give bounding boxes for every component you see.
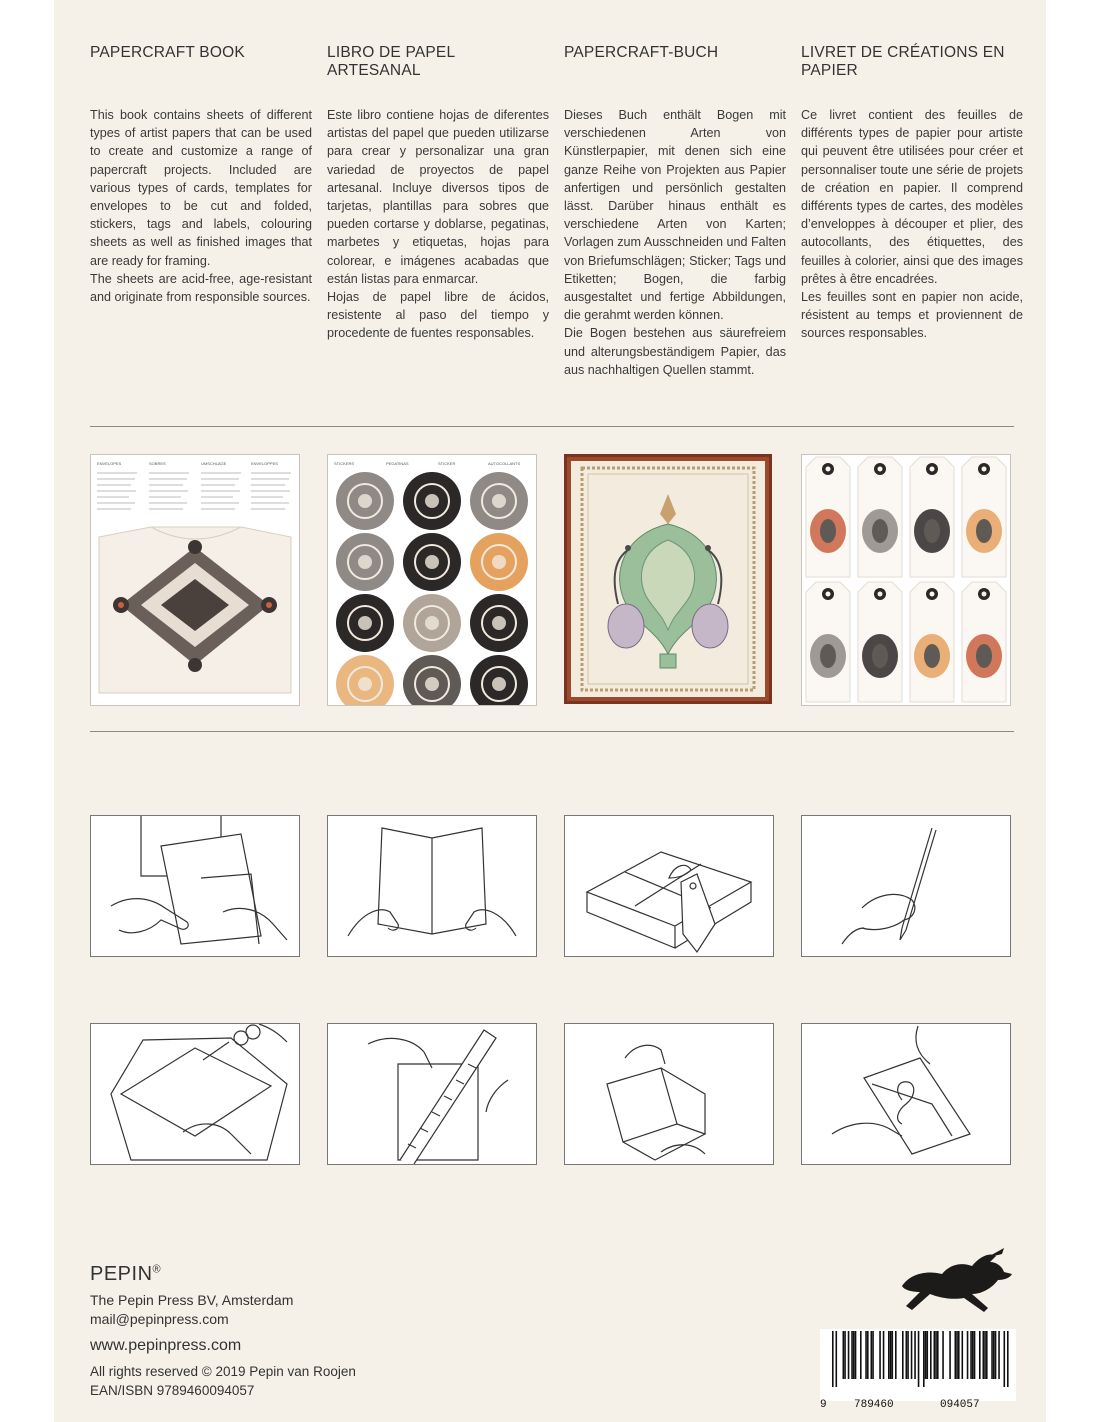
sticker-circle bbox=[336, 655, 394, 705]
sticker-circle bbox=[336, 594, 394, 652]
column-paragraph: Dieses Buch enthält Bogen mit verschiedenen Arten von Künstlerpapier, mit denen sich eine ganze Reihe von Projekten aus Papier anfertigen und persönlich gestalten lässt. Darüber hinaus enthält es verschiedene Arten von Karten; Vorlagen zum Ausschneiden und Falten von Briefumschlägen; Sticker; Tags und Etiketten; Bogen, die farbig ausgestaltet und fertige Abbildungen, die gerahmt werden können. bbox=[564, 108, 786, 323]
publisher-email[interactable]: mail@pepinpress.com bbox=[90, 1311, 229, 1327]
brand-name: PEPIN bbox=[90, 1263, 153, 1285]
sticker-circle bbox=[470, 472, 528, 530]
barcode-bar bbox=[942, 1331, 944, 1379]
column-paragraph: Hojas de papel libre de ácidos, resistente al paso del tiempo y procedente de fuentes responsables. bbox=[327, 290, 549, 341]
sticker-circle bbox=[403, 655, 461, 705]
gift-tag bbox=[910, 457, 954, 577]
hare-icon bbox=[892, 1248, 1018, 1318]
barcode-bar bbox=[967, 1331, 969, 1379]
column-english bbox=[90, 44, 312, 306]
column-paragraph: Este libro contiene hojas de diferentes artistas del papel que pueden utilizarse para crear y personalizar una gran variedad de proyectos de papel artesanal. Incluye diversos tipos de tarjetas, plantillas para sobres que pueden cortarse y doblarse, pegatinas, marbetes y etiquetas, hojas para colorear, e imágenes acabadas que están listas para enmarcar. bbox=[327, 108, 549, 286]
barcode-bar bbox=[914, 1331, 916, 1379]
sticker-circle bbox=[470, 594, 528, 652]
column-title: LIVRET DE CRÉATIONS EN PAPIER bbox=[801, 44, 1005, 79]
barcode-bar bbox=[844, 1331, 846, 1379]
barcode-bar bbox=[848, 1331, 850, 1379]
column-title: PAPERCRAFT-BUCH bbox=[564, 44, 719, 61]
sketch-folding-card bbox=[327, 815, 537, 957]
barcode-bar bbox=[879, 1331, 881, 1379]
barcode-bar bbox=[934, 1331, 936, 1379]
barcode-bar bbox=[983, 1331, 985, 1379]
barcode-digit-group: 789460 bbox=[854, 1399, 894, 1411]
publisher-company: The Pepin Press BV, Amsterdam bbox=[90, 1292, 294, 1308]
sketch-cutting-sheet bbox=[90, 815, 300, 957]
framed-peacock-print-thumbnail bbox=[564, 454, 772, 704]
sheet-heading: UMSCHLÄGE bbox=[201, 461, 227, 466]
sticker-circle bbox=[470, 533, 528, 591]
sheet-heading: AUTOCOLLANTS bbox=[488, 461, 521, 466]
barcode-bar bbox=[865, 1331, 867, 1379]
barcode-bar bbox=[935, 1331, 937, 1379]
barcode-bar bbox=[949, 1331, 951, 1379]
barcode-bar bbox=[853, 1331, 855, 1379]
column-paragraph: Die Bogen bestehen aus säurefreiem und alterungsbeständigem Papier, das aus nachhaltigen Quellen stammt. bbox=[564, 326, 786, 377]
barcode-bar bbox=[962, 1331, 964, 1379]
barcode-bar bbox=[979, 1331, 981, 1379]
barcode-bar bbox=[998, 1331, 1000, 1379]
barcode-bar bbox=[974, 1331, 976, 1379]
sticker-circle bbox=[470, 655, 528, 705]
barcode-bar bbox=[892, 1331, 894, 1379]
barcode-bar bbox=[860, 1331, 862, 1379]
barcode-bar bbox=[895, 1331, 897, 1379]
sketch-folding-envelope bbox=[564, 1023, 774, 1165]
sticker-sheet-thumbnail bbox=[327, 454, 537, 706]
barcode-bar bbox=[986, 1331, 988, 1379]
column-paragraph: Les feuilles sont en papier non acide, résistent au temps et proviennent de sources responsables. bbox=[801, 290, 1023, 341]
barcode-bar bbox=[911, 1331, 913, 1379]
barcode-bar bbox=[832, 1331, 834, 1387]
barcode-bar bbox=[970, 1331, 972, 1379]
column-title: PAPERCRAFT BOOK bbox=[90, 44, 245, 61]
barcode-bar bbox=[918, 1331, 920, 1387]
sheet-heading: STICKER bbox=[438, 461, 456, 466]
sheet-heading: ENVELOPES bbox=[97, 461, 122, 466]
sketch-sealing-envelope bbox=[801, 1023, 1011, 1165]
barcode-bar bbox=[923, 1331, 925, 1387]
barcode-bar bbox=[991, 1331, 993, 1379]
sheet-heading: SOBRES bbox=[149, 461, 166, 466]
back-cover bbox=[54, 0, 1046, 1422]
column-german bbox=[564, 44, 786, 379]
publisher-brand bbox=[90, 1263, 161, 1286]
barcode bbox=[820, 1329, 1016, 1411]
barcode-bar bbox=[906, 1331, 908, 1379]
column-spanish bbox=[327, 44, 549, 343]
barcode-bar bbox=[843, 1331, 845, 1379]
barcode-bar bbox=[902, 1331, 904, 1379]
barcode-bar bbox=[958, 1331, 960, 1379]
column-french bbox=[801, 44, 1023, 343]
column-paragraph: The sheets are acid-free, age-resistant and originate from responsible sources. bbox=[90, 271, 312, 305]
gift-tag bbox=[858, 457, 902, 577]
barcode-bar bbox=[995, 1331, 997, 1379]
barcode-bar bbox=[930, 1331, 932, 1379]
barcode-bar bbox=[956, 1331, 958, 1379]
divider bbox=[90, 731, 1014, 732]
barcode-bar bbox=[872, 1331, 874, 1379]
sketch-scoring-with-ruler bbox=[327, 1023, 537, 1165]
sticker-circle bbox=[336, 472, 394, 530]
barcode-bar bbox=[855, 1331, 857, 1379]
barcode-bar bbox=[888, 1331, 890, 1379]
sticker-circle bbox=[336, 533, 394, 591]
registered-mark: ® bbox=[152, 1263, 162, 1276]
column-paragraph: Ce livret contient des feuilles de différents types de papier pour artiste qui peuvent être utilisées pour créer et personnaliser toute une série de projets de création en papier. Il comprend différents types de cartes, des modèles d’enveloppes à découper et plier, des autocollants, des étiquettes, des feuilles à colorier, ainsi que des images prêtes à être encadrées. bbox=[801, 108, 1023, 286]
envelope-template-thumbnail bbox=[90, 454, 300, 706]
sticker-circle bbox=[403, 533, 461, 591]
gift-tag bbox=[910, 582, 954, 702]
barcode-bar bbox=[867, 1331, 869, 1379]
copyright-notice: All rights reserved © 2019 Pepin van Roojen bbox=[90, 1364, 356, 1379]
barcode-bar bbox=[927, 1331, 929, 1379]
sheet-heading: ENVELOPPES bbox=[251, 461, 278, 466]
sketch-colouring-with-pencil bbox=[801, 815, 1011, 957]
barcode-bar bbox=[925, 1331, 927, 1379]
barcode-bar bbox=[993, 1331, 995, 1379]
gift-tags-thumbnail bbox=[801, 454, 1011, 706]
barcode-bar bbox=[1007, 1331, 1009, 1387]
barcode-bar bbox=[937, 1331, 939, 1379]
gift-tag bbox=[806, 457, 850, 577]
column-paragraph: This book contains sheets of different types of artist papers that can be used to create and customize a range of papercraft projects. Included are various types of cards, templates for envelopes to be cut and folded, stickers, tags and labels, colouring sheets as well as finished images that are ready for framing. bbox=[90, 108, 312, 268]
column-title: LIBRO DE PAPEL ARTESANAL bbox=[327, 44, 455, 79]
barcode-digit-group: 9 bbox=[820, 1399, 827, 1411]
gift-tag bbox=[806, 582, 850, 702]
sticker-circle bbox=[403, 472, 461, 530]
barcode-bar bbox=[984, 1331, 986, 1379]
barcode-bar bbox=[851, 1331, 853, 1379]
barcode-bar bbox=[836, 1331, 838, 1387]
barcode-bar bbox=[1004, 1331, 1006, 1387]
sketch-cutting-envelope bbox=[90, 1023, 300, 1165]
sketch-gift-box-with-tag bbox=[564, 815, 774, 957]
gift-tag bbox=[962, 582, 1006, 702]
barcode-bar bbox=[871, 1331, 873, 1379]
gift-tag bbox=[962, 457, 1006, 577]
barcode-bar bbox=[883, 1331, 885, 1379]
sticker-circle bbox=[403, 594, 461, 652]
barcode-bar bbox=[907, 1331, 909, 1379]
publisher-website[interactable]: www.pepinpress.com bbox=[90, 1337, 242, 1354]
gift-tag bbox=[858, 582, 902, 702]
sheet-heading: STICKERS bbox=[334, 461, 355, 466]
barcode-bar bbox=[955, 1331, 957, 1379]
sheet-heading: PEGATINAS bbox=[386, 461, 409, 466]
divider bbox=[90, 426, 1014, 427]
barcode-digit-group: 094057 bbox=[940, 1399, 980, 1411]
isbn-text: EAN/ISBN 9789460094057 bbox=[90, 1383, 255, 1398]
barcode-bar bbox=[890, 1331, 892, 1379]
barcode-bar bbox=[972, 1331, 974, 1379]
